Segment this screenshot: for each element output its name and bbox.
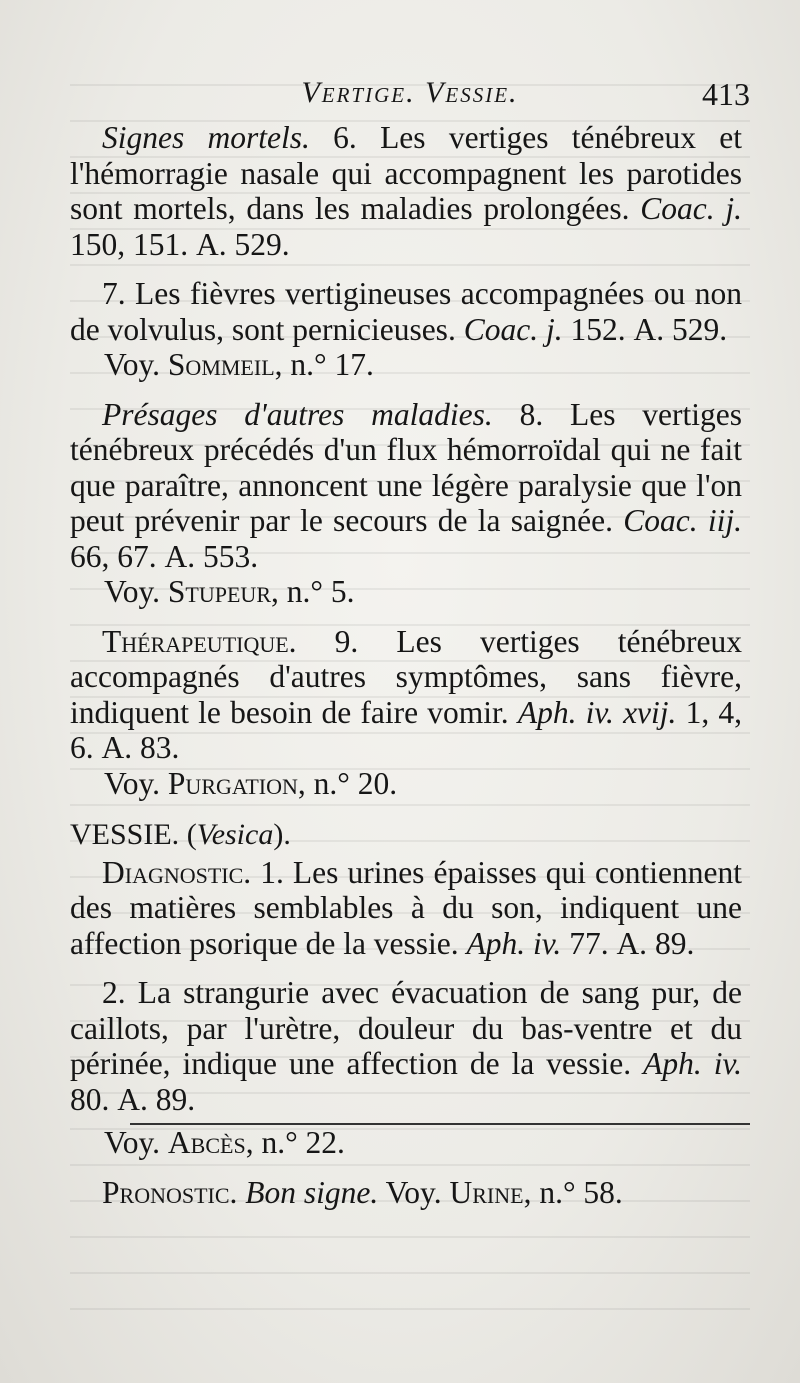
entry-title-vessie: [70, 817, 742, 853]
paragraph-9-text: 9. Les vertiges ténébreux accompagnés d'autres symptômes, sans fièvre, indiquent le besoin de faire vomir.: [70, 623, 742, 730]
cross-reference-stupeur: [70, 574, 742, 610]
cross-reference-abces: [70, 1125, 742, 1161]
voy-entry: Abcès: [167, 1125, 246, 1160]
section-heading-diagnostic: Diagnostic.: [102, 854, 252, 890]
voy-prefix: Voy.: [104, 1125, 161, 1160]
vessie-paragraph-2: [70, 975, 742, 1117]
voy-entry: Urine: [449, 1174, 524, 1210]
paragraph-7-text: 7. Les fièvres vertigineuses accompagnées ou non de volvulus, sont pernicieuses.: [70, 276, 742, 347]
voy-number: , n.° 20.: [297, 765, 398, 801]
reference-page: 83.: [140, 730, 180, 765]
reference-numbers: 1, 4, 6.: [70, 694, 743, 765]
page-header: [70, 72, 750, 122]
voy-prefix: Voy.: [104, 574, 161, 609]
reference-numbers: 66, 67.: [70, 538, 157, 574]
reference-numbers: 77.: [569, 925, 609, 961]
section-heading-pronostic: Pronostic.: [102, 1174, 238, 1210]
reference-numbers: 80.: [70, 1081, 110, 1117]
cross-reference-sommeil: [70, 347, 742, 383]
vessie-pronostic: [70, 1175, 742, 1211]
reference-page: 89.: [654, 925, 695, 961]
cross-reference-purgation: [70, 766, 742, 802]
reference-a: A.: [633, 311, 665, 347]
voy-prefix: Voy.: [385, 1174, 442, 1210]
voy-number: , n.° 5.: [271, 574, 355, 609]
reference-work: Aph. iv.: [643, 1046, 742, 1081]
paragraph-8: [70, 397, 742, 575]
reference-numbers: 150, 151.: [70, 226, 189, 262]
pronostic-label: Bon signe.: [245, 1174, 379, 1210]
voy-entry: Stupeur: [167, 574, 271, 609]
reference-a: A.: [196, 226, 227, 262]
voy-number: , n.° 58.: [523, 1174, 623, 1210]
paragraph-6-text: 6. Les vertiges ténébreux et l'hémorragie nasale qui accompagnent les parotides sont mortels, dans les maladies prolongées.: [70, 120, 742, 226]
vessie-paragraph-1: [70, 855, 742, 962]
page-number: 413: [702, 76, 750, 112]
paren-open: (: [186, 818, 197, 851]
reference-work: Coac. j.: [640, 191, 742, 226]
latin-name: Vesica: [196, 818, 274, 851]
entry-title: VESSIE.: [70, 818, 180, 851]
reference-page: 553.: [203, 538, 259, 574]
reference-a: A.: [616, 925, 648, 961]
section-heading-presages: Présages d'autres maladies.: [102, 396, 493, 432]
page-body: [70, 120, 742, 1210]
voy-number: , n.° 17.: [274, 347, 374, 382]
reference-numbers: 152.: [570, 311, 626, 347]
section-heading-signes-mortels: Signes mortels.: [102, 120, 310, 155]
paragraph-7: [70, 276, 742, 347]
voy-number: , n.° 22.: [245, 1125, 345, 1160]
paren-close: ).: [273, 818, 291, 851]
voy-entry: Purgation: [167, 765, 298, 801]
reference-a: A.: [117, 1081, 148, 1117]
vessie-paragraph-1-text: 1. Les urines épaisses qui contiennent des matières semblables à du son, indiquent une affection psorique de la vessie.: [70, 854, 743, 961]
reference-page: 89.: [155, 1081, 196, 1117]
reference-work: Aph. iv.: [466, 925, 562, 961]
reference-a: A.: [164, 538, 196, 574]
reference-work: Coac. j.: [463, 311, 563, 347]
running-title: Vertige. Vessie.: [301, 76, 519, 109]
reference-work: Aph. iv. xvij.: [517, 694, 677, 730]
paragraph-8-text: 8. Les vertiges ténébreux précédés d'un flux hémorroïdal qui ne fait que paraître, annoncent une légère paralysie que l'on peut prévenir par le secours de la saignée.: [70, 396, 742, 538]
voy-entry: Sommeil: [167, 347, 275, 382]
reference-a: A.: [101, 730, 133, 765]
vessie-paragraph-2-text: 2. La strangurie avec évacuation de sang pur, de caillots, par l'urètre, douleur du bas-ventre et du périnée, indique une affection de la vessie.: [70, 975, 742, 1081]
reference-page: 529.: [234, 226, 290, 262]
reference-page: 529.: [671, 311, 728, 347]
paragraph-6: [70, 120, 742, 262]
voy-prefix: Voy.: [104, 765, 161, 801]
paragraph-9: [70, 624, 742, 766]
reference-work: Coac. iij.: [623, 503, 742, 538]
section-heading-therapeutique: Thérapeutique.: [102, 623, 297, 659]
voy-prefix: Voy.: [104, 347, 161, 382]
